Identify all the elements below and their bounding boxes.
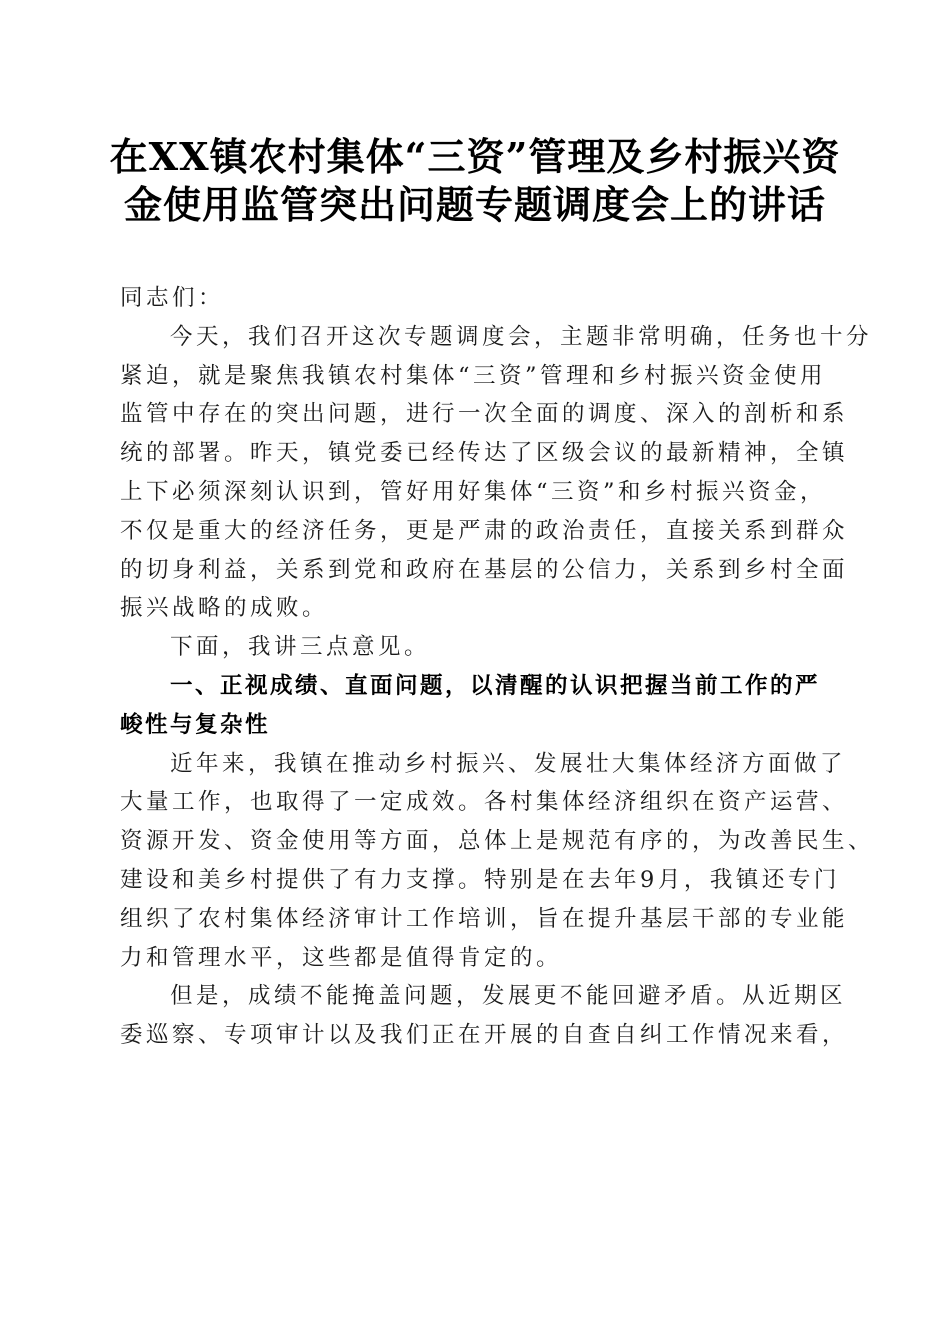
- title-line: 金使用监管突出问题专题调度会上的讲话: [123, 182, 826, 227]
- title-line: 在XX镇农村集体“三资”管理及乡村振兴资: [109, 134, 841, 179]
- greeting: 同志们：: [120, 285, 225, 311]
- paragraph-line: 建设和美乡村提供了有力支撑。特别是在去年9月，我镇还专门: [120, 866, 840, 893]
- paragraph-line: 紧迫，就是聚焦我镇农村集体“三资”管理和乡村振兴资金使用: [120, 362, 827, 389]
- paragraph-line: 委巡察、专项审计以及我们正在开展的自查自纠工作情况来看，: [120, 1022, 849, 1049]
- paragraph-line: 的切身利益，关系到党和政府在基层的公信力，关系到乡村全面: [120, 556, 849, 583]
- paragraph-line: 监管中存在的突出问题，进行一次全面的调度、深入的剖析和系: [120, 401, 849, 428]
- paragraph-line: 统的部署。昨天，镇党委已经传达了区级会议的最新精神，全镇: [120, 440, 849, 467]
- paragraph-line: 大量工作，也取得了一定成效。各村集体经济组织在资产运营、: [120, 789, 849, 816]
- paragraph-line: 今天，我们召开这次专题调度会，主题非常明确，任务也十分: [170, 323, 873, 350]
- paragraph-line: 不仅是重大的经济任务，更是严肃的政治责任，直接关系到群众: [120, 517, 849, 544]
- document-title: [100, 133, 850, 229]
- document-body: [120, 279, 875, 1055]
- paragraph-line: 下面，我讲三点意见。: [170, 634, 431, 661]
- paragraph-line: 力和管理水平，这些都是值得肯定的。: [120, 944, 563, 971]
- section-heading: 一、正视成绩、直面问题，以清醒的认识把握当前工作的严: [170, 672, 821, 699]
- paragraph-line: 但是，成绩不能掩盖问题，发展更不能回避矛盾。从近期区: [170, 983, 847, 1010]
- paragraph-line: 振兴战略的成败。: [120, 595, 329, 622]
- paragraph-line: 组织了农村集体经济审计工作培训，旨在提升基层干部的专业能: [120, 905, 849, 932]
- paragraph-line: 上下必须深刻认识到，管好用好集体“三资”和乡村振兴资金，: [120, 478, 827, 505]
- section-heading: 峻性与复杂性: [120, 711, 271, 738]
- paragraph-line: 近年来，我镇在推动乡村振兴、发展壮大集体经济方面做了: [170, 750, 847, 777]
- paragraph-line: 资源开发、资金使用等方面，总体上是规范有序的，为改善民生、: [120, 828, 875, 855]
